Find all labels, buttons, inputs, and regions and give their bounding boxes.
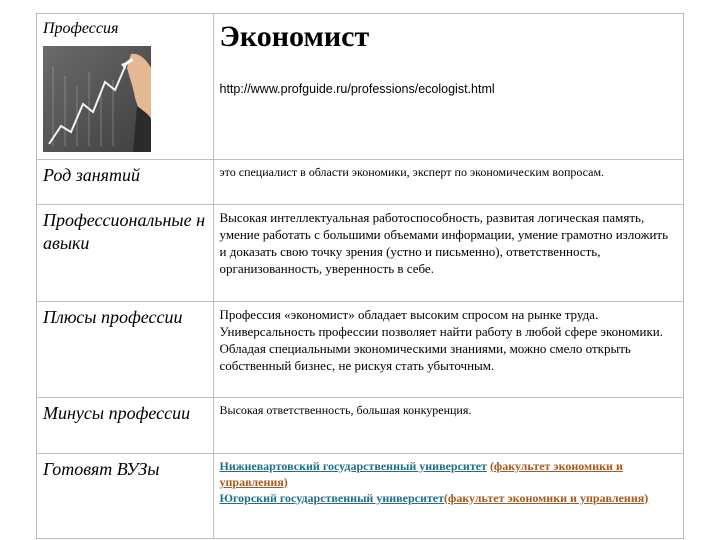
skills-label: Профессиональные навыки bbox=[43, 209, 206, 253]
profession-title: Экономист bbox=[219, 20, 370, 53]
row-pros bbox=[37, 301, 683, 397]
universities-label: Готовят ВУЗы bbox=[43, 458, 160, 479]
row-skills bbox=[37, 204, 683, 301]
occupation-label: Род занятий bbox=[43, 164, 141, 185]
header-right-cell bbox=[213, 14, 683, 159]
pros-label: Плюсы профессии bbox=[43, 306, 183, 327]
university-faculty-link-2[interactable]: (факультет экономики и управления) bbox=[444, 490, 649, 505]
row-occupation bbox=[37, 159, 683, 204]
university-faculty-link-1[interactable]: (факультет экономики и управления) bbox=[219, 458, 623, 489]
occupation-value: это специалист в области экономики, эксперт по экономическим вопросам. bbox=[219, 164, 605, 179]
universities-list bbox=[214, 454, 684, 506]
university-link-1[interactable]: Нижневартовский государственный университет bbox=[219, 458, 487, 473]
pros-value: Профессия «экономист» обладает высоким спросом на рынке труда. Универсальность профессии позволяет найти работу в любой сфере экономики. Обладая специальными экономическими знаниями, можно смело открыть собственный бизнес, не рискуя стать убыточным. bbox=[219, 306, 664, 373]
cons-label: Минусы профессии bbox=[43, 402, 191, 423]
university-link-2[interactable]: Югорский государственный университет bbox=[219, 490, 445, 505]
header-left-cell bbox=[37, 14, 213, 159]
header-row bbox=[37, 14, 683, 159]
skills-value: Высокая интеллектуальная работоспособность, развитая логическая память, умение работать с большими объемами информации, умение грамотно изложить и доказать свою точку зрения (устно и письменно), ответственность, организованность, уверенность в себе. bbox=[219, 209, 669, 276]
source-url: http://www.profguide.ru/professions/ecologist.html bbox=[219, 82, 495, 96]
row-universities bbox=[37, 453, 683, 538]
profession-table bbox=[37, 14, 683, 539]
university-item-2 bbox=[220, 490, 678, 506]
university-item-1 bbox=[220, 458, 678, 490]
cons-value: Высокая ответственность, большая конкуренция. bbox=[219, 402, 472, 417]
profession-card bbox=[36, 13, 684, 539]
profession-label: Профессия bbox=[43, 20, 119, 37]
chalkboard-chart-photo-icon bbox=[43, 46, 151, 152]
row-cons bbox=[37, 397, 683, 453]
